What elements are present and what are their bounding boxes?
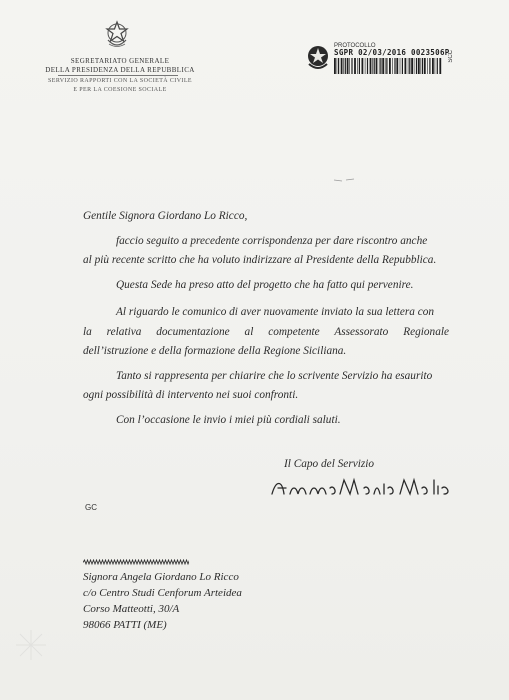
letterhead-divider	[58, 75, 178, 76]
barcode-bar	[376, 58, 378, 74]
typist-initials: GC	[85, 503, 97, 512]
barcode-bar	[437, 58, 438, 74]
barcode-bar	[357, 58, 358, 74]
barcode-bar	[439, 58, 441, 74]
barcode-bar	[400, 58, 401, 74]
barcode-bar	[435, 58, 436, 74]
barcode-bar	[416, 58, 417, 74]
recipient-care-of: c/o Centro Studi Cenforum Arteidea	[83, 587, 242, 599]
paragraph-1-line-1: faccio seguito a precedente corrispondenza per dare riscontro anche	[116, 235, 428, 247]
barcode-bar	[392, 58, 393, 74]
protocol-label: PROTOCOLLO	[334, 43, 376, 49]
greeting: Gentile Signora Giordano Lo Ricco,	[83, 210, 248, 222]
signatory-title: Il Capo del Servizio	[284, 458, 375, 470]
barcode-bar	[338, 58, 339, 74]
barcode-bar	[432, 58, 434, 74]
barcode-bar	[427, 58, 428, 74]
barcode-bar	[414, 58, 415, 74]
barcode-bar	[341, 58, 343, 74]
paragraph-4-line-1: Tanto si rappresenta per chiarire che lo scrivente Servizio ha esaurito	[116, 370, 433, 382]
barcode-bar	[370, 58, 372, 74]
paragraph-5: Con l’occasione le invio i miei più cordiali saluti.	[116, 414, 341, 426]
barcode-bar	[405, 58, 407, 74]
barcode-bar	[402, 58, 403, 74]
barcode-bar	[379, 58, 380, 74]
barcode-bar	[385, 58, 386, 74]
republic-emblem-icon	[103, 20, 131, 50]
barcode-bar	[362, 58, 364, 74]
letterhead-line-2: DELLA PRESIDENZA DELLA REPUBBLICA	[45, 66, 195, 74]
barcode-bar	[374, 58, 375, 74]
letterhead-line-3: SERVIZIO RAPPORTI CON LA SOCIETÀ CIVILE	[48, 78, 192, 84]
paragraph-1-line-2: al più recente scritto che ha voluto indirizzare al Presidente della Repubblica.	[83, 254, 437, 266]
barcode-bar	[359, 58, 360, 74]
barcode-bar	[422, 58, 423, 74]
recipient-city: 98066 PATTI (ME)	[83, 619, 167, 631]
paragraph-3-line-3: dell’istruzione e della formazione della Regione Siciliana.	[83, 345, 347, 357]
barcode-bar	[421, 58, 422, 74]
barcode-bar	[429, 58, 430, 74]
paper-scuff-mark	[14, 628, 48, 662]
recipient-name: Signora Angela Giordano Lo Ricco	[83, 571, 239, 583]
barcode-bar	[367, 58, 368, 74]
barcode-bar	[408, 58, 409, 74]
barcode-bar	[386, 58, 387, 74]
paragraph-4-line-2: ogni possibilità di intervento nei suoi confronti.	[83, 389, 299, 401]
stamp-emblem-icon	[305, 43, 331, 71]
barcode-bar	[409, 58, 410, 74]
protocol-code: SGPR 02/03/2016 0023506P	[334, 48, 450, 57]
barcode-bar	[337, 58, 338, 74]
barcode-bar	[389, 58, 391, 74]
barcode-bar	[351, 58, 352, 74]
barcode-bar	[347, 58, 349, 74]
handwritten-signature	[268, 474, 458, 500]
pen-mark	[333, 178, 355, 182]
wavy-separator	[83, 559, 189, 566]
paragraph-3-line-1: Al riguardo le comunico di aver nuovamente inviato la sua lettera con	[116, 306, 435, 318]
barcode-bar	[424, 58, 426, 74]
barcode-bar	[349, 58, 350, 74]
protocol-side-code: SCC	[448, 50, 454, 63]
paragraph-3-line-2: la relativa documentazione al competente Assessorato Regionale	[83, 326, 449, 338]
barcode-bar	[354, 58, 356, 74]
barcode-bar	[372, 58, 373, 74]
barcode-bar	[345, 58, 346, 74]
recipient-street: Corso Matteotti, 30/A	[83, 603, 180, 615]
letterhead-line-4: E PER LA COESIONE SOCIALE	[73, 87, 167, 93]
barcode-bar	[343, 58, 344, 74]
paragraph-2: Questa Sede ha preso atto del progetto che ha fatto qui pervenire.	[116, 279, 414, 291]
barcode-bar	[382, 58, 384, 74]
barcode-bar	[334, 58, 336, 74]
barcode-bar	[394, 58, 395, 74]
barcode-bar	[365, 58, 366, 74]
protocol-barcode	[334, 58, 444, 74]
barcode-bar	[396, 58, 398, 74]
barcode-bar	[411, 58, 413, 74]
letterhead-line-1: SEGRETARIATO GENERALE	[70, 57, 170, 65]
barcode-bar	[418, 58, 420, 74]
barcode-bar	[380, 58, 381, 74]
